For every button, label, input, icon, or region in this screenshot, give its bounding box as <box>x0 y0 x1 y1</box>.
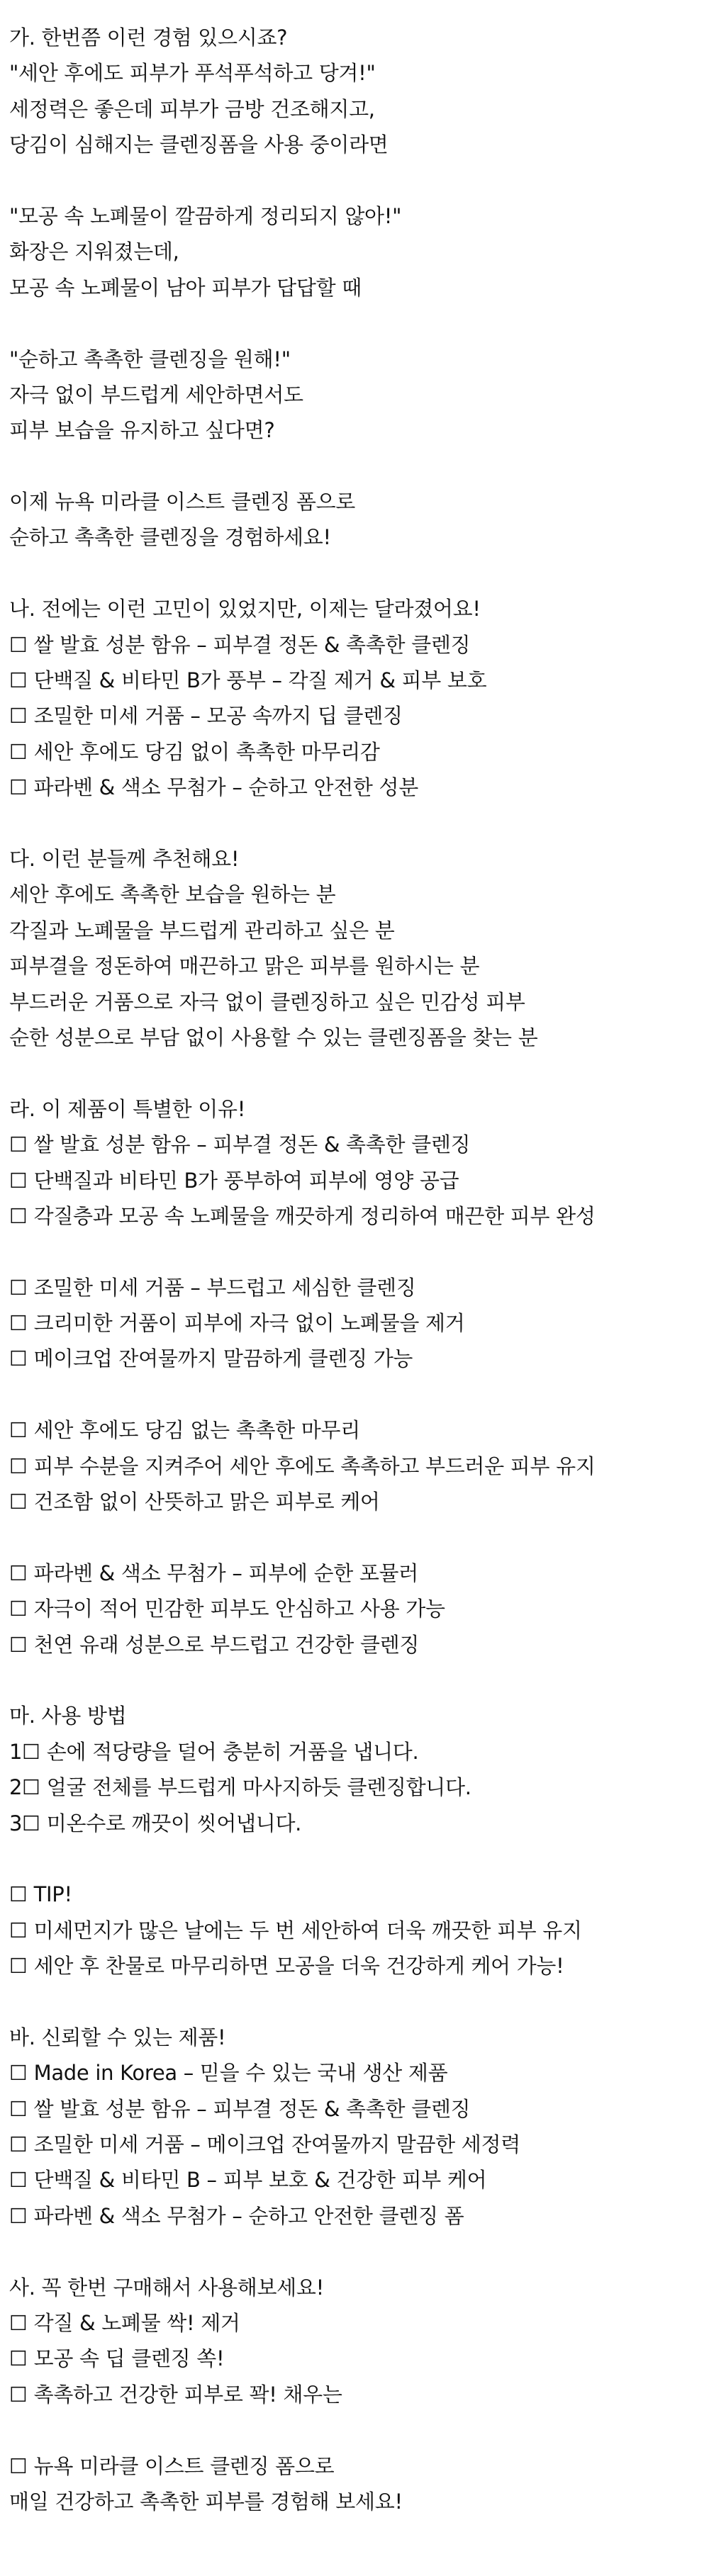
checklist-item: ☐ 미세먼지가 많은 날에는 두 번 세안하여 더욱 깨끗한 피부 유지 <box>9 1918 582 1942</box>
checklist-item: ☐ 각질 & 노폐물 싹! 제거 <box>9 2311 240 2335</box>
spacer <box>9 1841 697 1877</box>
text-line: 모공 속 노폐물이 남아 피부가 답답할 때 <box>9 275 362 300</box>
checklist-item: ☐ 쌀 발효 성분 함유 – 피부결 정돈 & 촉촉한 클렌징 <box>9 1132 471 1157</box>
spacer <box>9 1377 697 1412</box>
spacer <box>9 1663 697 1698</box>
text-line: "세안 후에도 피부가 푸석푸석하고 당겨!" <box>9 61 376 86</box>
usage-step: 1☐ 손에 적당량을 덜어 충분히 거품을 냅니다. <box>9 1739 419 1764</box>
section-heading-na: 나. 전에는 이런 고민이 있었지만, 이제는 달라졌어요! <box>9 597 481 621</box>
checklist-item: ☐ 자극이 적어 민감한 피부도 안심하고 사용 가능 <box>9 1597 445 1621</box>
text-line: 피부 보습을 유지하고 싶다면? <box>9 418 275 443</box>
checklist-item: ☐ 건조함 없이 산뜻하고 맑은 피부로 케어 <box>9 1490 380 1514</box>
spacer <box>9 1984 697 2019</box>
checklist-item: ☐ 모공 속 딥 클렌징 쏙! <box>9 2346 225 2371</box>
spacer <box>9 806 697 841</box>
spacer <box>9 1519 697 1555</box>
checklist-item: ☐ 각질층과 모공 속 노폐물을 깨끗하게 정리하여 매끈한 피부 완성 <box>9 1203 596 1228</box>
text-line: 피부결을 정돈하여 매끈하고 맑은 피부를 원하시는 분 <box>9 954 480 979</box>
checklist-item: ☐ Made in Korea – 믿을 수 있는 국내 생산 제품 <box>9 2061 448 2086</box>
usage-step: 2☐ 얼굴 전체를 부드럽게 마사지하듯 클렌징합니다. <box>9 1775 471 1800</box>
tip-heading: ☐ TIP! <box>9 1882 72 1907</box>
checklist-item: ☐ 메이크업 잔여물까지 말끔하게 클렌징 가능 <box>9 1346 413 1371</box>
checklist-item: ☐ 뉴욕 미라클 이스트 클렌징 폼으로 <box>9 2453 335 2478</box>
checklist-item: ☐ 촉촉하고 건강한 피부로 꽉! 채우는 <box>9 2382 342 2407</box>
text-line: 당김이 심해지는 클렌징폼을 사용 중이라면 <box>9 133 389 157</box>
checklist-item: ☐ 크리미한 거품이 피부에 자극 없이 노폐물을 제거 <box>9 1311 465 1336</box>
text-line: 세정력은 좋은데 피부가 금방 건조해지고, <box>9 96 375 121</box>
text-line: 각질과 노폐물을 부드럽게 관리하고 싶은 분 <box>9 918 395 943</box>
text-line: 자극 없이 부드럽게 세안하면서도 <box>9 382 303 407</box>
checklist-item: ☐ 파라벤 & 색소 무첨가 – 순하고 안전한 클렌징 폼 <box>9 2203 464 2228</box>
checklist-item: ☐ 세안 후에도 당김 없는 촉촉한 마무리 <box>9 1418 360 1443</box>
section-heading-ma: 마. 사용 방법 <box>9 1704 127 1728</box>
section-heading-ga: 가. 한번쯤 이런 경험 있으시죠? <box>9 26 288 50</box>
checklist-item: ☐ 파라벤 & 색소 무첨가 – 피부에 순한 포뮬러 <box>9 1560 418 1585</box>
checklist-item: ☐ 쌀 발효 성분 함유 – 피부결 정돈 & 촉촉한 클렌징 <box>9 632 471 657</box>
checklist-item: ☐ 파라벤 & 색소 무첨가 – 순하고 안전한 성분 <box>9 775 418 800</box>
checklist-item: ☐ 조밀한 미세 거품 – 모공 속까지 딥 클렌징 <box>9 704 403 729</box>
text-line: 순한 성분으로 부담 없이 사용할 수 있는 클렌징폼을 찾는 분 <box>9 1025 538 1050</box>
checklist-item: ☐ 세안 후 찬물로 마무리하면 모공을 더욱 건강하게 케어 가능! <box>9 1954 564 1979</box>
section-heading-ba: 바. 신뢰할 수 있는 제품! <box>9 2025 226 2049</box>
spacer <box>9 1055 697 1091</box>
checklist-item: ☐ 천연 유래 성분으로 부드럽고 건강한 클렌징 <box>9 1632 420 1657</box>
spacer <box>9 2412 697 2448</box>
checklist-item: ☐ 단백질 & 비타민 B가 풍부 – 각질 제거 & 피부 보호 <box>9 668 487 693</box>
checklist-item: ☐ 세안 후에도 당김 없이 촉촉한 마무리감 <box>9 739 380 764</box>
closing-line: 매일 건강하고 촉촉한 피부를 경험해 보세요! <box>9 2489 403 2514</box>
text-line: 이제 뉴욕 미라클 이스트 클렌징 폼으로 <box>9 490 356 514</box>
checklist-item: ☐ 피부 수분을 지켜주어 세안 후에도 촉촉하고 부드러운 피부 유지 <box>9 1453 596 1478</box>
spacer <box>9 449 697 484</box>
text-line: 세안 후에도 촉촉한 보습을 원하는 분 <box>9 882 336 907</box>
spacer <box>9 305 697 341</box>
spacer <box>9 556 697 591</box>
spacer <box>9 2234 697 2269</box>
section-heading-da: 다. 이런 분들께 추천해요! <box>9 846 240 871</box>
text-line: "순하고 촉촉한 클렌징을 원해!" <box>9 347 291 371</box>
section-heading-sa: 사. 꼭 한번 구매해서 사용해보세요! <box>9 2275 324 2300</box>
product-description-document <box>9 20 697 2519</box>
checklist-item: ☐ 조밀한 미세 거품 – 부드럽고 세심한 클렌징 <box>9 1275 416 1300</box>
spacer <box>9 1234 697 1269</box>
usage-step: 3☐ 미온수로 깨끗이 씻어냅니다. <box>9 1811 302 1835</box>
checklist-item: ☐ 단백질 & 비타민 B – 피부 보호 & 건강한 피부 케어 <box>9 2168 487 2193</box>
checklist-item: ☐ 조밀한 미세 거품 – 메이크업 잔여물까지 말끔한 세정력 <box>9 2132 520 2157</box>
section-heading-ra: 라. 이 제품이 특별한 이유! <box>9 1096 246 1121</box>
text-line: 부드러운 거품으로 자극 없이 클렌징하고 싶은 민감성 피부 <box>9 989 525 1014</box>
checklist-item: ☐ 쌀 발효 성분 함유 – 피부결 정돈 & 촉촉한 클렌징 <box>9 2096 471 2121</box>
checklist-item: ☐ 단백질과 비타민 B가 풍부하여 피부에 영양 공급 <box>9 1168 459 1193</box>
text-line: 화장은 지워졌는데, <box>9 240 179 264</box>
text-line: 순하고 촉촉한 클렌징을 경험하세요! <box>9 525 331 550</box>
text-line: "모공 속 노폐물이 깔끔하게 정리되지 않아!" <box>9 203 402 228</box>
spacer <box>9 163 697 198</box>
